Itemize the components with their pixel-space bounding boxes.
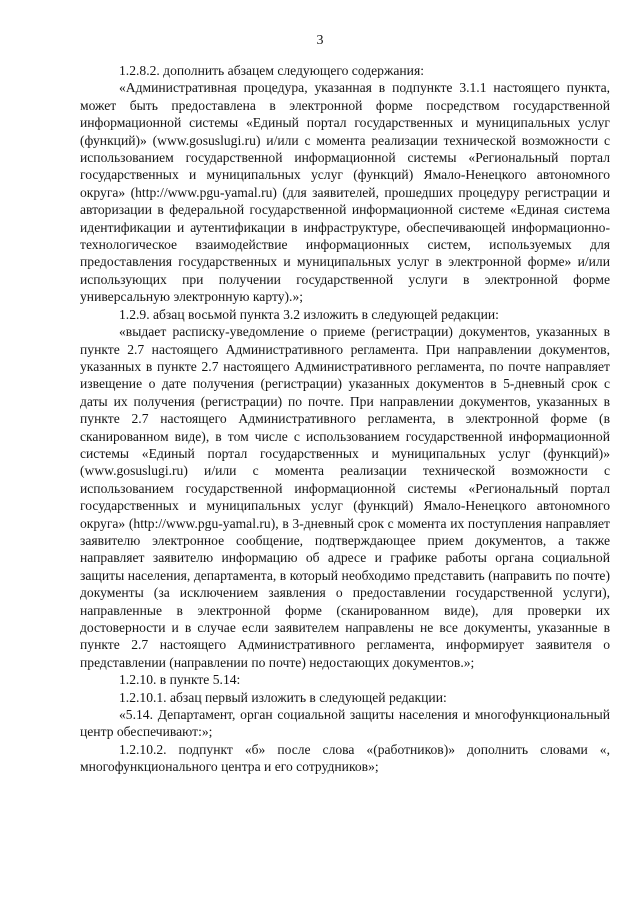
- paragraph-admin-procedure-quote: «Административная процедура, указанная в подпункте 3.1.1 настоящего пункта, может быть предоставлена в электронной форме посредством государственной информационной системы «Единый портал государственных и муниципальных услуг (функций)» (www.gosuslugi.ru) и/или с момента реализации технической возможности с использованием государственной информационной системы «Региональный портал государственных и муниципальных услуг (функций) Ямало-Ненецкого автономного округа» (http://www.pgu-yamal.ru) (для заявителей, прошедших процедуру регистрации и авторизации в федеральной государственной информационной системе «Единая система идентификации и аутентификации в инфраструктуре, обеспечивающей информационно-технологическое взаимодействие информационных систем, используемых для предоставления государственных и муниципальных услуг в электронной форме» и/или использующих при получении государственной услуги в электронной форме универсальную электронную карту).»;: [80, 80, 610, 305]
- paragraph-1-2-9: 1.2.9. абзац восьмой пункта 3.2 изложить в следующей редакции:: [119, 306, 499, 322]
- paragraph-5-14-quote: «5.14. Департамент, орган социальной защиты населения и многофункциональный центр обеспечивают:»;: [80, 707, 610, 740]
- page-number: 3: [316, 33, 324, 48]
- paragraph-1-2-10-2: 1.2.10.2. подпункт «б» после слова «(работников)» дополнить словами «, многофункционального центра и его сотрудников»;: [80, 741, 610, 775]
- paragraph-receipt-quote: «выдает расписку-уведомление о приеме (регистрации) документов, указанных в пункте 2.7 настоящего Административного регламента. При направлении документов, указанных в пункте 2.7 настоящего Административного регламента, по почте направляет извещение о дате получения (регистрации) указанных документов в 5-дневный срок с даты их получения (регистрации) по почте. При направлении документов, указанных в пункте 2.7 настоящего Административного регламента, в электронной форме (в сканированном виде), в том числе с использованием государственной информационной системы «Единый портал государственных и муниципальных услуг (функций)» (www.gosuslugi.ru) и/или с момента реализации технической возможности с использованием государственной информационной системы «Региональный портал государственных и муниципальных услуг (функций) Ямало-Ненецкого автономного округа» (http://www.pgu-yamal.ru), в 3-дневный срок с момента их поступления направляет заявителю электронное сообщение, подтверждающее прием документов, а также направляет заявителю информацию об адресе и графике работы органа социальной защиты населения, департамента, в который необходимо представить (направить по почте) документы (за исключением заявления о предоставлении государственной услуги), направленные в электронной форме (сканированном виде), для проверки их достоверности и в случае если заявителем направлены не все документы, указанные в пункте 2.7 настоящего Административного регламента, информирует заявителя о представлении (направлении по почте) недостающих документов.»;: [80, 324, 610, 670]
- document-body: [80, 62, 610, 776]
- paragraph-1-2-10: 1.2.10. в пункте 5.14:: [119, 672, 241, 688]
- paragraph-1-2-8-2: 1.2.8.2. дополнить абзацем следующего содержания:: [119, 63, 424, 78]
- paragraph-1-2-10-1: 1.2.10.1. абзац первый изложить в следующей редакции:: [119, 689, 447, 705]
